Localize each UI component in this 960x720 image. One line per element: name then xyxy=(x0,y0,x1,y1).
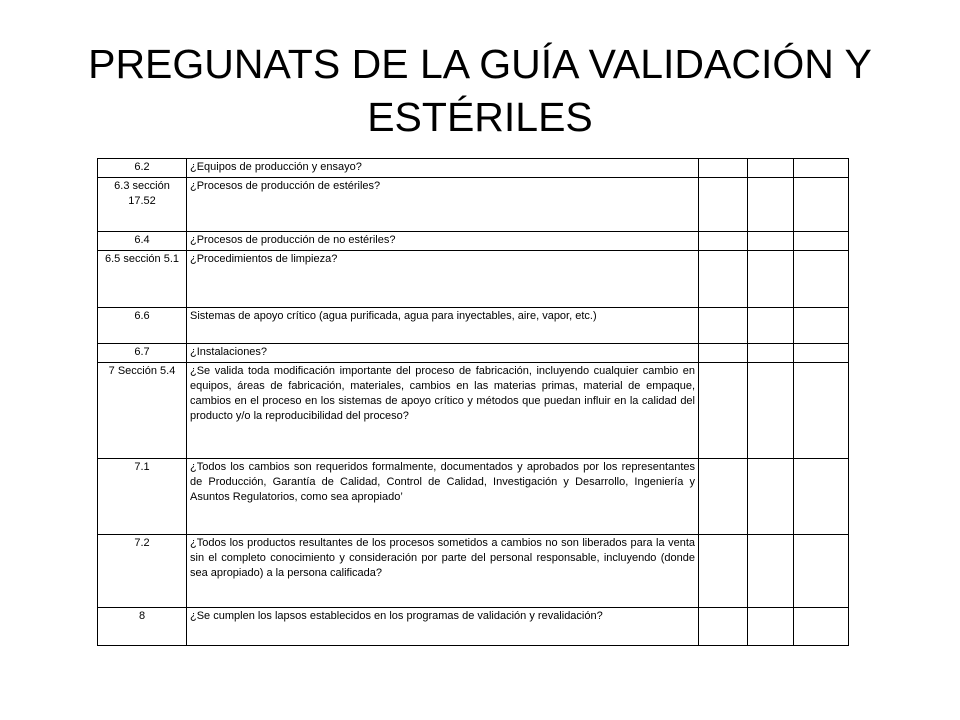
answer-cell xyxy=(794,344,849,363)
answer-cell xyxy=(699,363,748,459)
answer-cell xyxy=(699,178,748,232)
row-question: ¿Procedimientos de limpieza? xyxy=(187,251,699,308)
answer-cell xyxy=(699,459,748,535)
answer-cell xyxy=(794,535,849,608)
table-row xyxy=(98,159,849,178)
row-question: Sistemas de apoyo crítico (agua purificada, agua para inyectables, aire, vapor, etc.) xyxy=(187,308,699,344)
answer-cell xyxy=(794,232,849,251)
answer-cell xyxy=(794,251,849,308)
table-row xyxy=(98,308,849,344)
answer-cell xyxy=(699,159,748,178)
table-row xyxy=(98,232,849,251)
row-number: 7.2 xyxy=(98,535,187,608)
row-number: 6.4 xyxy=(98,232,187,251)
answer-cell xyxy=(699,344,748,363)
row-number: 6.3 sección 17.52 xyxy=(98,178,187,232)
answer-cell xyxy=(794,308,849,344)
answer-cell xyxy=(748,159,794,178)
row-number: 8 xyxy=(98,608,187,646)
answer-cell xyxy=(699,232,748,251)
table-row xyxy=(98,178,849,232)
answer-cell xyxy=(748,232,794,251)
answer-cell xyxy=(794,159,849,178)
answer-cell xyxy=(794,178,849,232)
table-row xyxy=(98,459,849,535)
row-question: ¿Procesos de producción de no estériles? xyxy=(187,232,699,251)
checklist-table xyxy=(97,158,849,646)
row-question: ¿Equipos de producción y ensayo? xyxy=(187,159,699,178)
answer-cell xyxy=(748,459,794,535)
row-question: ¿Procesos de producción de estériles? xyxy=(187,178,699,232)
answer-cell xyxy=(748,608,794,646)
row-number: 6.7 xyxy=(98,344,187,363)
answer-cell xyxy=(748,363,794,459)
slide-title: PREGUNATS DE LA GUÍA VALIDACIÓN Y ESTÉRILES xyxy=(88,41,872,140)
answer-cell xyxy=(699,608,748,646)
table-row xyxy=(98,535,849,608)
row-number: 7.1 xyxy=(98,459,187,535)
answer-cell xyxy=(794,608,849,646)
row-question: ¿Todos los cambios son requeridos formalmente, documentados y aprobados por los representantes de Producción, Garantía de Calidad, Control de Calidad, Investigación y Desarrollo, Ingeniería y Asuntos Regulatorios, como sea apropiado’ xyxy=(187,459,699,535)
row-number: 6.2 xyxy=(98,159,187,178)
row-question: ¿Se cumplen los lapsos establecidos en los programas de validación y revalidación? xyxy=(187,608,699,646)
row-number: 6.5 sección 5.1 xyxy=(98,251,187,308)
answer-cell xyxy=(699,308,748,344)
table-row xyxy=(98,251,849,308)
answer-cell xyxy=(748,251,794,308)
answer-cell xyxy=(699,251,748,308)
row-question: ¿Se valida toda modificación importante del proceso de fabricación, incluyendo cualquier cambio en equipos, áreas de fabricación, materiales, cambios en las materias primas, material de empaque, cambios en el proceso en los sistemas de apoyo crítico y métodos que puedan influir en la calidad del producto y/o la reproducibilidad del proceso? xyxy=(187,363,699,459)
answer-cell xyxy=(699,535,748,608)
table-row xyxy=(98,608,849,646)
answer-cell xyxy=(748,178,794,232)
answer-cell xyxy=(748,535,794,608)
row-number: 7 Sección 5.4 xyxy=(98,363,187,459)
row-question: ¿Instalaciones? xyxy=(187,344,699,363)
answer-cell xyxy=(748,344,794,363)
table-row xyxy=(98,363,849,459)
row-question: ¿Todos los productos resultantes de los procesos sometidos a cambios no son liberados para la venta sin el completo conocimiento y consideración por parte del personal responsable, incluyendo (donde sea apropiado) a la persona calificada? xyxy=(187,535,699,608)
answer-cell xyxy=(794,459,849,535)
row-number: 6.6 xyxy=(98,308,187,344)
answer-cell xyxy=(748,308,794,344)
answer-cell xyxy=(794,363,849,459)
table-row xyxy=(98,344,849,363)
